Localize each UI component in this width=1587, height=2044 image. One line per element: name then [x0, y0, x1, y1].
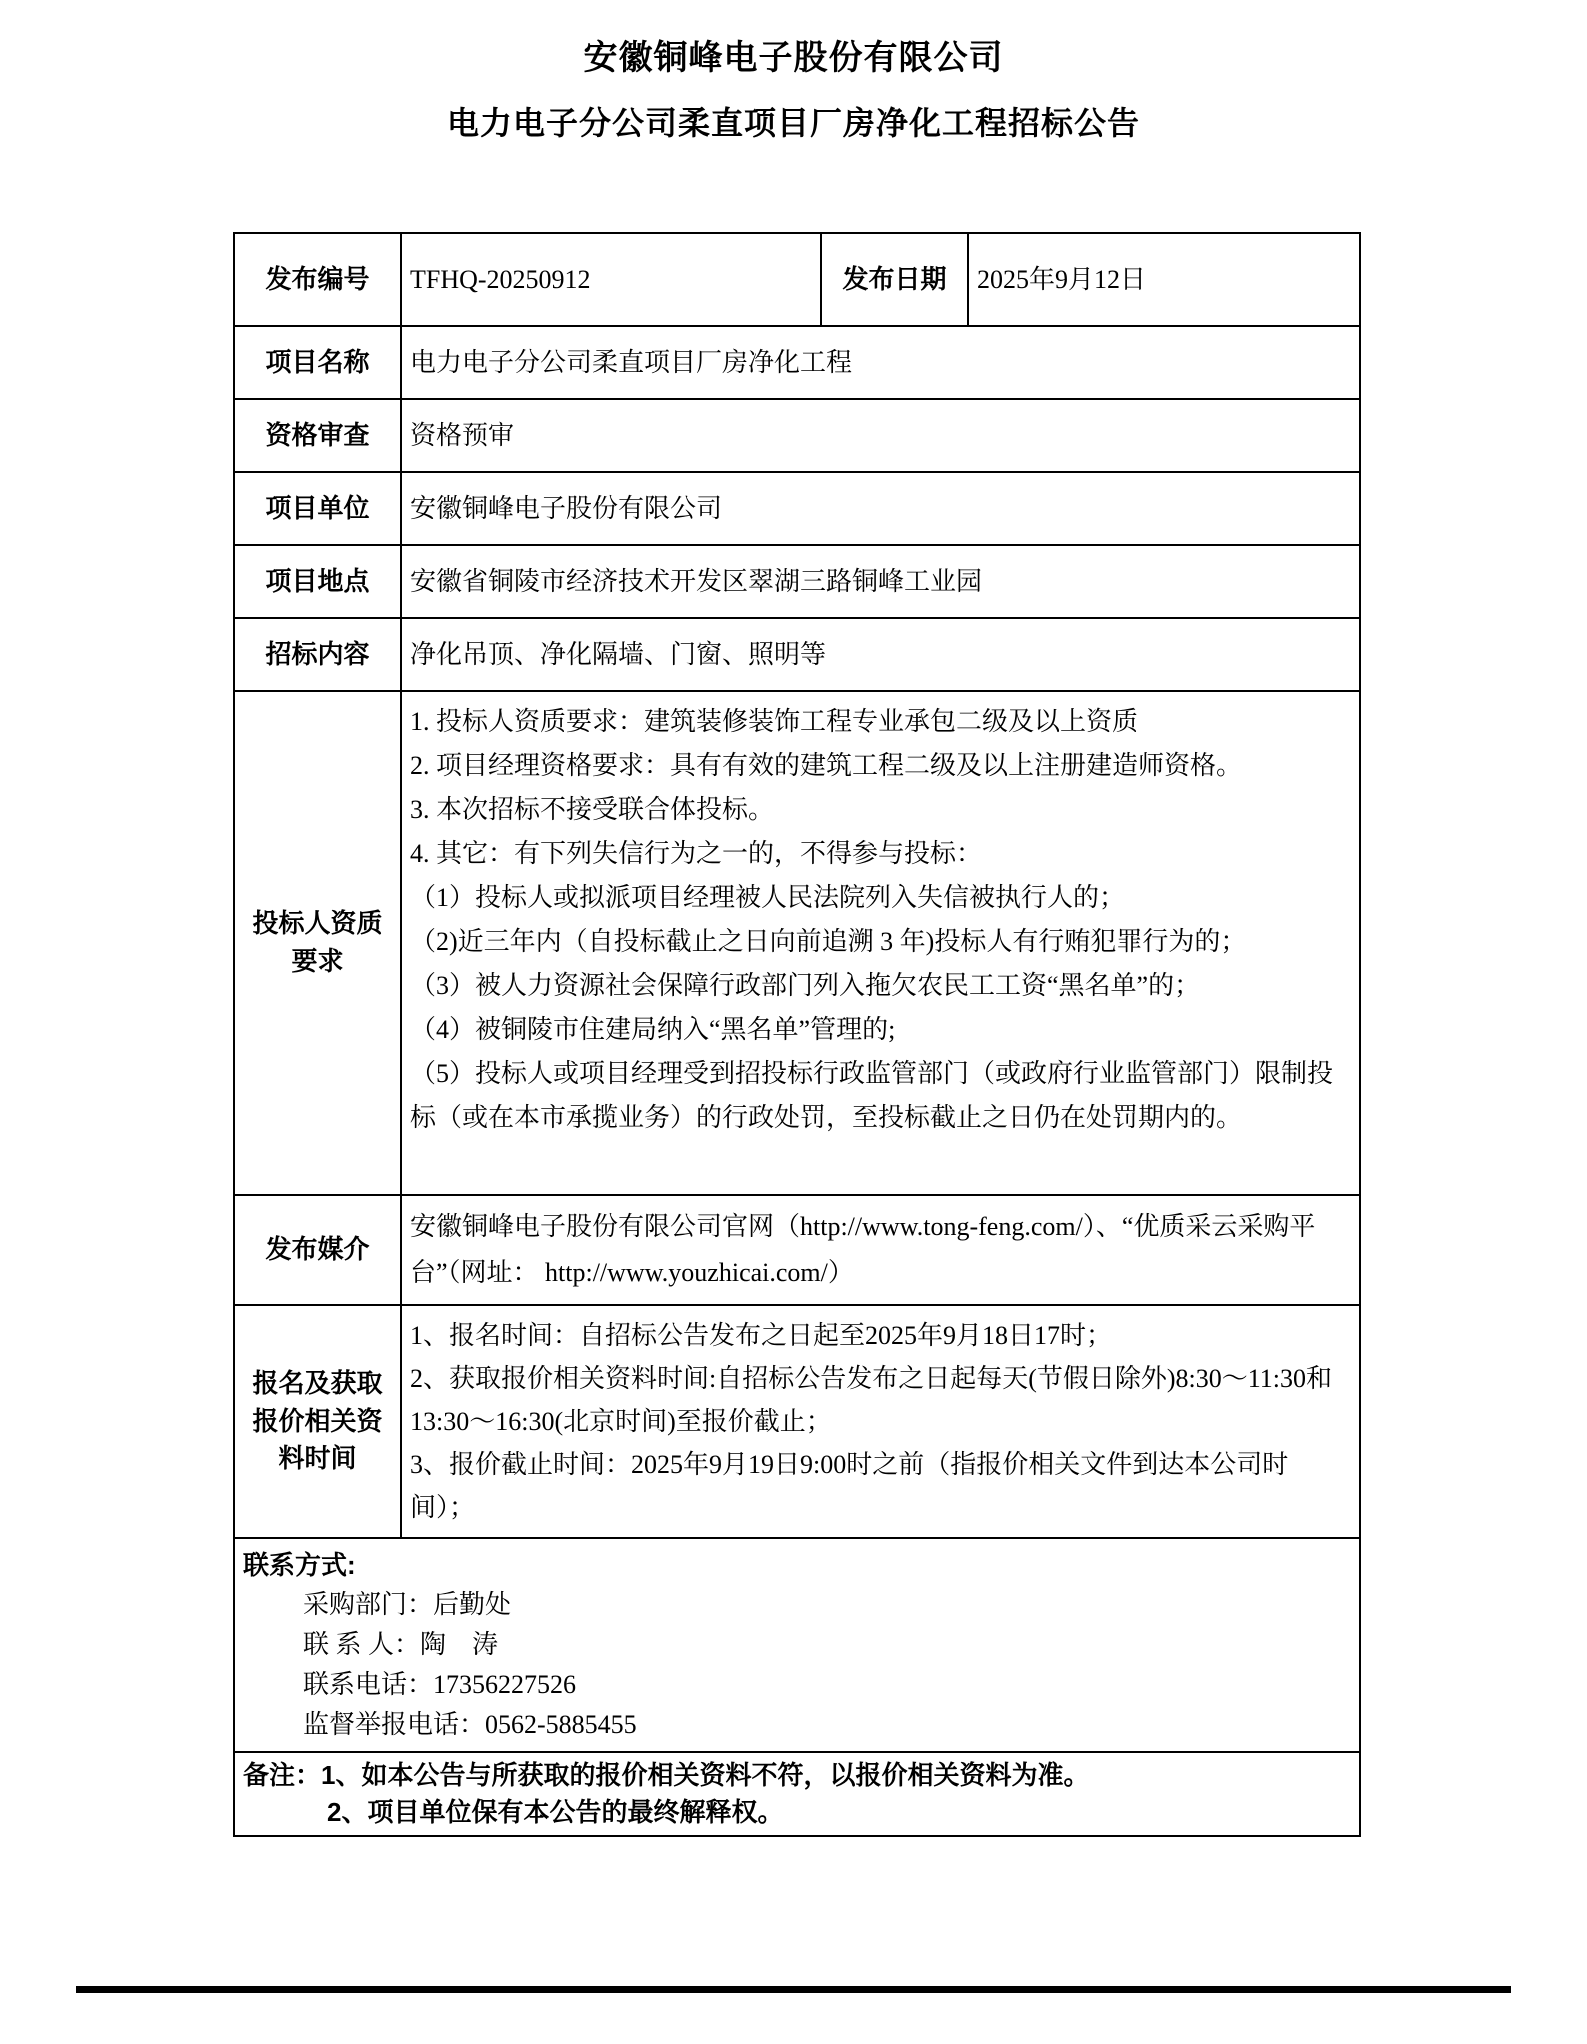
contact-line-report-phone: 监督举报电话：0562-5885455 [303, 1710, 637, 1739]
field-label-project-location: 项目地点 [235, 546, 402, 617]
field-label-bidder-qualification: 投标人资质要求 [235, 692, 402, 1194]
qualification-line: （3）被人力资源社会保障行政部门列入拖欠农民工工资“黑名单”的； [410, 971, 1201, 1000]
table-row-qualification-review [235, 398, 1359, 471]
page-bottom-rule [76, 1986, 1511, 1993]
qualification-line: （4）被铜陵市住建局纳入“黑名单”管理的; [410, 1015, 896, 1044]
remark-line-1: 备注：1、如本公告与所获取的报价相关资料不符，以报价相关资料为准。 [243, 1760, 1090, 1790]
announcement-table [233, 232, 1361, 1837]
field-value-qualification-review: 资格预审 [410, 421, 515, 450]
contact-block [235, 1539, 1359, 1751]
field-label-tender-content: 招标内容 [235, 619, 402, 690]
field-value-bidder-qualification [402, 692, 1359, 1194]
qualification-line: （1）投标人或拟派项目经理被人民法院列入失信被执行人的； [410, 883, 1126, 912]
field-label-project-name: 项目名称 [235, 327, 402, 398]
field-label-project-unit: 项目单位 [235, 473, 402, 544]
field-value-project-location: 安徽省铜陵市经济技术开发区翠湖三路铜峰工业园 [410, 567, 983, 596]
qualification-line: 4. 其它：有下列失信行为之一的，不得参与投标： [410, 839, 983, 868]
qualification-line: （2)近三年内（自投标截止之日向前追溯 3 年)投标人有行贿犯罪行为的； [410, 927, 1247, 956]
qualification-line: 1. 投标人资质要求：建筑装修装饰工程专业承包二级及以上资质 [410, 707, 1139, 736]
field-label-publish-date: 发布日期 [822, 234, 969, 325]
field-value-project-name: 电力电子分公司柔直项目厂房净化工程 [410, 348, 853, 377]
schedule-line: 2、获取报价相关资料时间:自招标公告发布之日起每天(节假日除外)8:30～11:30和13:30～16:30(北京时间)至报价截止； [410, 1364, 1333, 1436]
contact-line-person: 联 系 人：陶 涛 [303, 1630, 499, 1659]
schedule-line: 1、报名时间：自招标公告发布之日起至2025年9月18日17时； [410, 1321, 1113, 1350]
qualification-line: 2. 项目经理资格要求：具有有效的建筑工程二级及以上注册建造师资格。 [410, 751, 1243, 780]
publication-media-text: 安徽铜峰电子股份有限公司官网（http://www.tong-feng.com/）、“优质采云采购平台”（网址： http://www.youzhicai.com/） [410, 1212, 1316, 1287]
field-value-publish-number: TFHQ-20250912 [402, 234, 822, 325]
contact-heading: 联系方式: [243, 1550, 356, 1580]
field-value-project-unit: 安徽铜峰电子股份有限公司 [410, 494, 723, 523]
field-label-publication-media: 发布媒介 [235, 1196, 402, 1304]
qualification-line: （5）投标人或项目经理受到招投标行政监管部门（或政府行业监管部门）限制投标（或在本市承揽业务）的行政处罚，至投标截止之日仍在处罚期内的。 [410, 1059, 1334, 1132]
table-row-tender-content [235, 617, 1359, 690]
table-row-publish-info [235, 234, 1359, 325]
field-value-publish-date: 2025年9月12日 [977, 265, 1147, 294]
contact-line-phone: 联系电话：17356227526 [303, 1670, 577, 1699]
qualification-line: 3. 本次招标不接受联合体投标。 [410, 795, 775, 824]
table-row-project-location [235, 544, 1359, 617]
table-row-schedule [235, 1304, 1359, 1537]
field-label-qualification-review: 资格审查 [235, 400, 402, 471]
table-row-remark [235, 1751, 1359, 1835]
contact-line-department: 采购部门：后勤处 [303, 1590, 512, 1619]
remark-block [235, 1753, 1359, 1835]
table-row-bidder-qualification [235, 690, 1359, 1194]
field-label-publish-number: 发布编号 [235, 234, 402, 325]
field-value-publication-media [402, 1196, 1359, 1304]
field-label-schedule: 报名及获取报价相关资料时间 [235, 1306, 402, 1537]
field-value-tender-content: 净化吊顶、净化隔墙、门窗、照明等 [410, 640, 827, 669]
remark-line-2: 2、项目单位保有本公告的最终解释权。 [327, 1797, 784, 1827]
schedule-line: 3、报价截止时间：2025年9月19日9:00时之前（指报价相关文件到达本公司时间）； [410, 1450, 1289, 1522]
field-value-schedule [402, 1306, 1359, 1537]
page-subtitle: 电力电子分公司柔直项目厂房净化工程招标公告 [446, 105, 1140, 141]
table-row-project-name [235, 325, 1359, 398]
table-row-publication-media [235, 1194, 1359, 1304]
page-title: 安徽铜峰电子股份有限公司 [583, 39, 1004, 77]
table-row-project-unit [235, 471, 1359, 544]
table-row-contact [235, 1537, 1359, 1751]
